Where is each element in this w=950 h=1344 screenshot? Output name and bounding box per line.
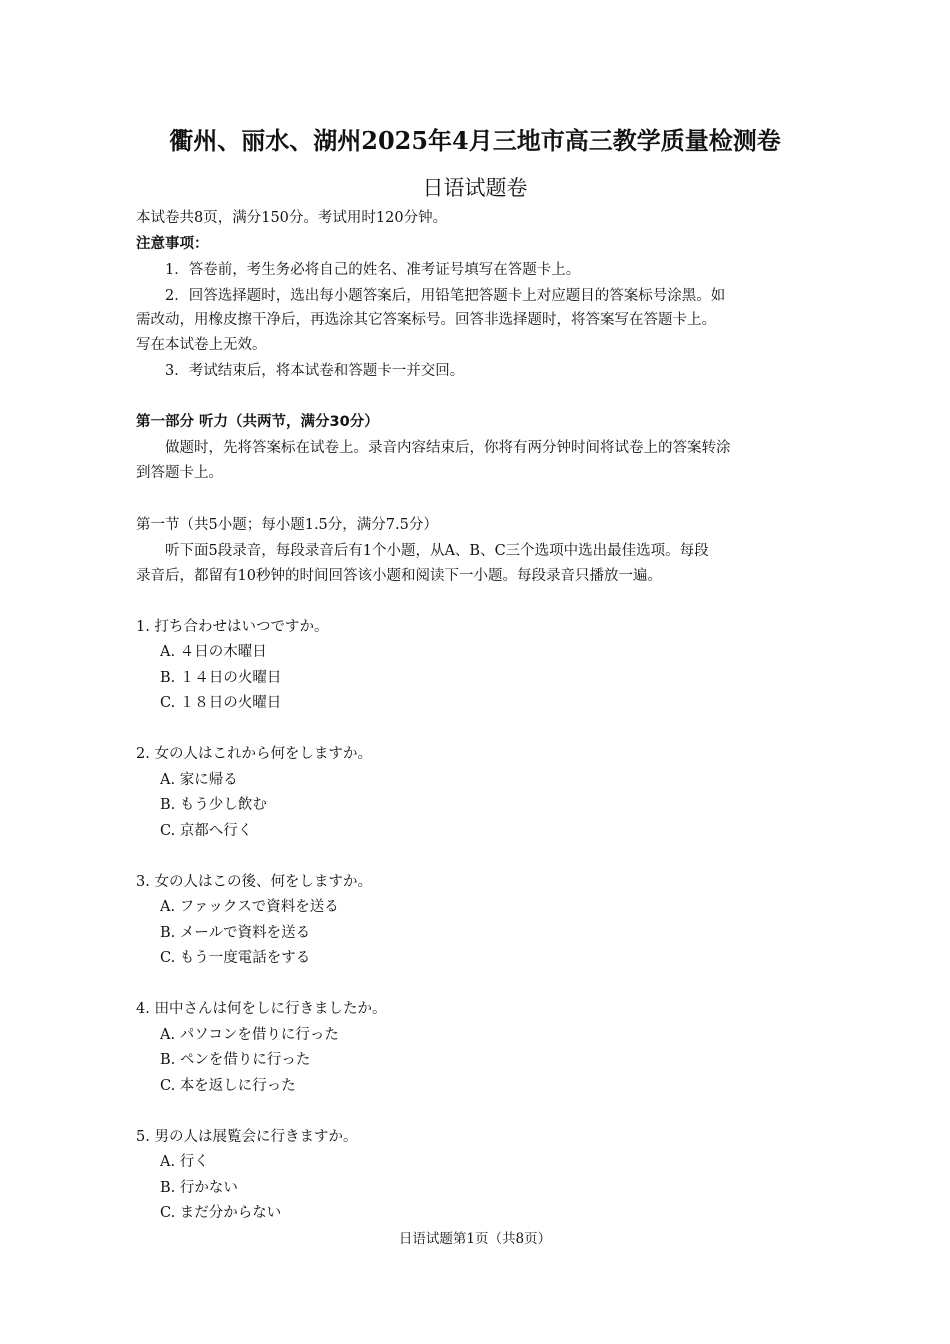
exam-title: 衢州、丽水、湖州2025年4月三地市高三教学质量检测卷 bbox=[169, 126, 781, 155]
part1-instruction-line-2: 到答题卡上。 bbox=[136, 465, 223, 481]
section1-heading: 第一节（共5小题；每小题1.5分，满分7.5分） bbox=[136, 517, 438, 533]
part1-instruction-line-1: 做题时，先将答案标在试卷上。录音内容结束后，你将有两分钟时间将试卷上的答案转涂 bbox=[165, 440, 731, 456]
section1-instruction-line-2: 录音后，都留有10秒钟的时间回答该小题和阅读下一小题。每段录音只播放一遍。 bbox=[136, 568, 662, 584]
part1-heading: 第一部分 听力（共两节，满分30分） bbox=[136, 414, 379, 430]
page-footer: 日语试题第1页（共8页） bbox=[398, 1231, 552, 1247]
question-stem: 3. 女の人はこの後、何をしますか。 bbox=[136, 874, 372, 890]
question-option: B. 行かない bbox=[160, 1180, 238, 1196]
question-stem: 1. 打ち合わせはいつですか。 bbox=[136, 619, 329, 635]
note-1: 1．答卷前，考生务必将自己的姓名、准考证号填写在答题卡上。 bbox=[165, 262, 581, 278]
question-option: A. 家に帰る bbox=[160, 772, 238, 788]
question-option: C. もう一度電話をする bbox=[160, 950, 311, 966]
notes-heading: 注意事项： bbox=[136, 236, 209, 252]
question-option: C. 京都へ行く bbox=[160, 823, 253, 839]
question-stem: 4. 田中さんは何をしに行きましたか。 bbox=[136, 1001, 387, 1017]
exam-subtitle: 日语试题卷 bbox=[422, 176, 528, 200]
exam-summary: 本试卷共8页，满分150分。考试用时120分钟。 bbox=[136, 210, 448, 226]
question-stem: 5. 男の人は展覧会に行きますか。 bbox=[136, 1129, 358, 1145]
note-2-line-3: 写在本试卷上无效。 bbox=[136, 337, 267, 353]
question-option: C. 本を返しに行った bbox=[160, 1078, 296, 1094]
question-option: B. １４日の火曜日 bbox=[160, 670, 282, 686]
question-option: C. まだ分からない bbox=[160, 1205, 282, 1221]
question-option: C. １８日の火曜日 bbox=[160, 695, 282, 711]
question-option: B. メールで資料を送る bbox=[160, 925, 311, 941]
note-3: 3．考试结束后，将本试卷和答题卡一并交回。 bbox=[165, 363, 465, 379]
note-2-line-1: 2．回答选择题时，选出每小题答案后，用铅笔把答题卡上对应题目的答案标号涂黑。如 bbox=[165, 288, 726, 304]
question-option: B. ペンを借りに行った bbox=[160, 1052, 311, 1068]
note-2-line-2: 需改动，用橡皮擦干净后，再选涂其它答案标号。回答非选择题时，将答案写在答题卡上。 bbox=[136, 312, 716, 328]
question-option: A. ファックスで資料を送る bbox=[160, 899, 339, 915]
question-option: A. 行く bbox=[160, 1154, 209, 1170]
question-stem: 2. 女の人はこれから何をしますか。 bbox=[136, 746, 372, 762]
question-option: A. ４日の木曜日 bbox=[160, 644, 267, 660]
question-option: B. もう少し飲む bbox=[160, 797, 267, 813]
section1-instruction-line-1: 听下面5段录音，每段录音后有1个小题，从A、B、C三个选项中选出最佳选项。每段 bbox=[165, 543, 709, 559]
question-option: A. パソコンを借りに行った bbox=[160, 1027, 339, 1043]
